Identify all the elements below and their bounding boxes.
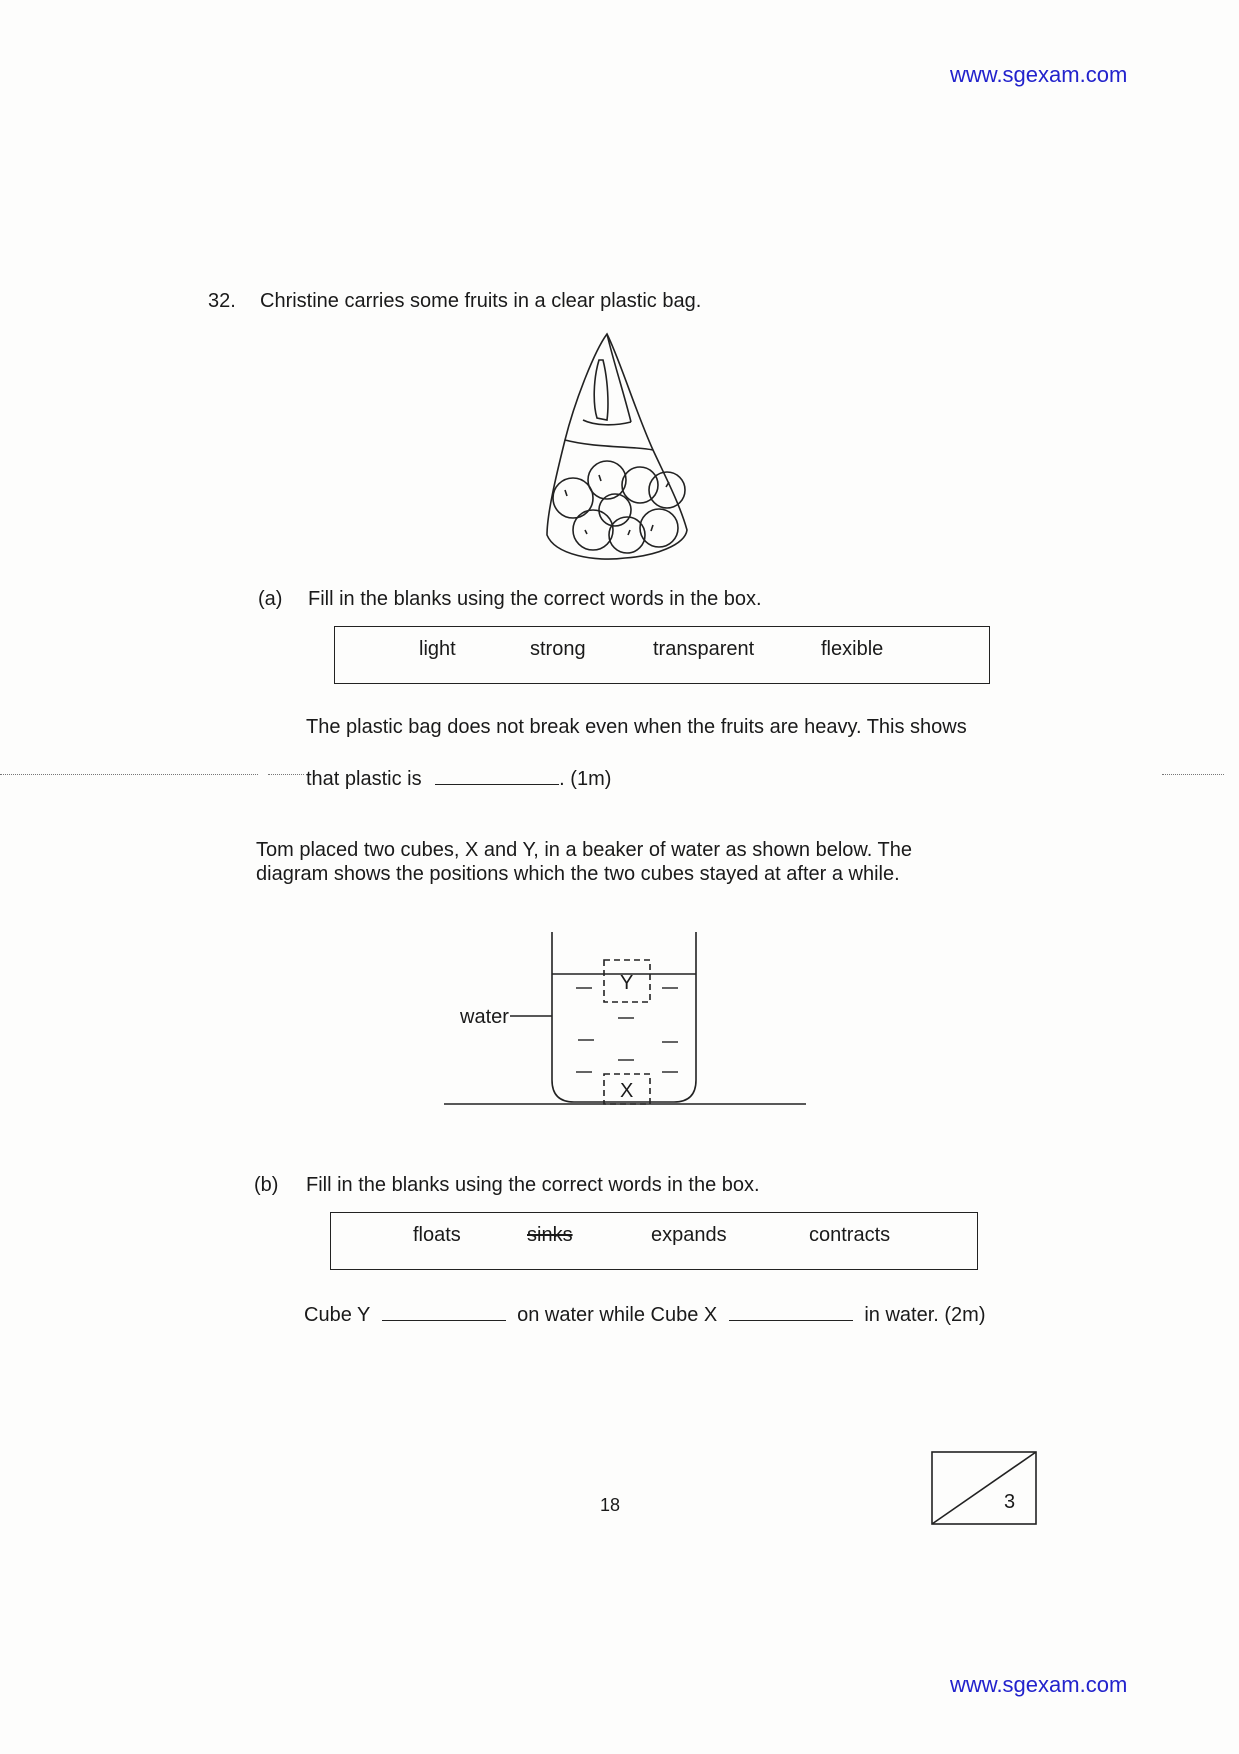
part-b-answer-blank-2[interactable] <box>729 1300 853 1321</box>
word-option: contracts <box>809 1224 891 1246</box>
word-option-crossed-out: sinks <box>527 1224 573 1246</box>
context-line1 <box>256 838 1020 862</box>
word-option: floats <box>413 1224 461 1246</box>
word-option: expands <box>651 1224 727 1246</box>
part-b-sentence-mid: on water while Cube X <box>517 1304 718 1326</box>
part-a-sentence-line1: The plastic bag does not break even when the fruits are heavy. This shows <box>306 716 967 738</box>
word-option: flexible <box>821 638 884 660</box>
beaker-outline <box>552 932 696 1102</box>
score-box-marks: 3 <box>1004 1491 1016 1513</box>
part-a-label: (a) <box>258 588 283 610</box>
part-a-sentence-end: . (1m) <box>559 768 612 790</box>
word-option: strong <box>530 638 586 660</box>
page-number: 18 <box>600 1495 621 1515</box>
beaker-diagram <box>440 930 810 1120</box>
plastic-bag-illustration <box>535 330 695 570</box>
margin-dotted-line-right <box>1162 774 1224 775</box>
part-a-sentence-start: that plastic is <box>306 768 422 790</box>
water-label: water <box>460 1006 509 1028</box>
context-line2: diagram shows the positions which the two cubes stayed at after a while. <box>256 863 900 885</box>
part-b-word-box <box>330 1212 978 1270</box>
part-b-sentence-start: Cube Y <box>304 1304 370 1326</box>
word-option: light <box>419 638 456 660</box>
part-b-sentence-end: in water. (2m) <box>864 1304 986 1326</box>
part-b-answer-blank-1[interactable] <box>382 1300 506 1321</box>
margin-dotted-line-left <box>0 774 258 775</box>
margin-dotted-line-left <box>268 774 304 775</box>
footer-website-link[interactable]: www.sgexam.com <box>950 1672 1128 1697</box>
part-b-sentence <box>304 1300 986 1327</box>
part-b-label: (b) <box>254 1174 279 1196</box>
context-line1-text: Tom placed two cubes, X and Y, in a beaker of water as shown below. The <box>256 839 912 861</box>
question-number: 32. <box>208 290 236 312</box>
cube-x-label: X <box>620 1080 634 1102</box>
part-a-word-box <box>334 626 990 684</box>
question-intro: Christine carries some fruits in a clear plastic bag. <box>260 290 702 312</box>
part-a-instruction: Fill in the blanks using the correct words in the box. <box>308 588 762 610</box>
part-a-answer-blank[interactable] <box>435 764 559 785</box>
part-b-instruction: Fill in the blanks using the correct words in the box. <box>306 1174 760 1196</box>
part-a-sentence-line2 <box>306 764 611 791</box>
word-option: transparent <box>653 638 755 660</box>
context-paragraph <box>256 838 1020 886</box>
cube-y-label: Y <box>620 972 634 994</box>
score-box <box>930 1450 1038 1526</box>
header-website-link[interactable]: www.sgexam.com <box>950 62 1128 87</box>
